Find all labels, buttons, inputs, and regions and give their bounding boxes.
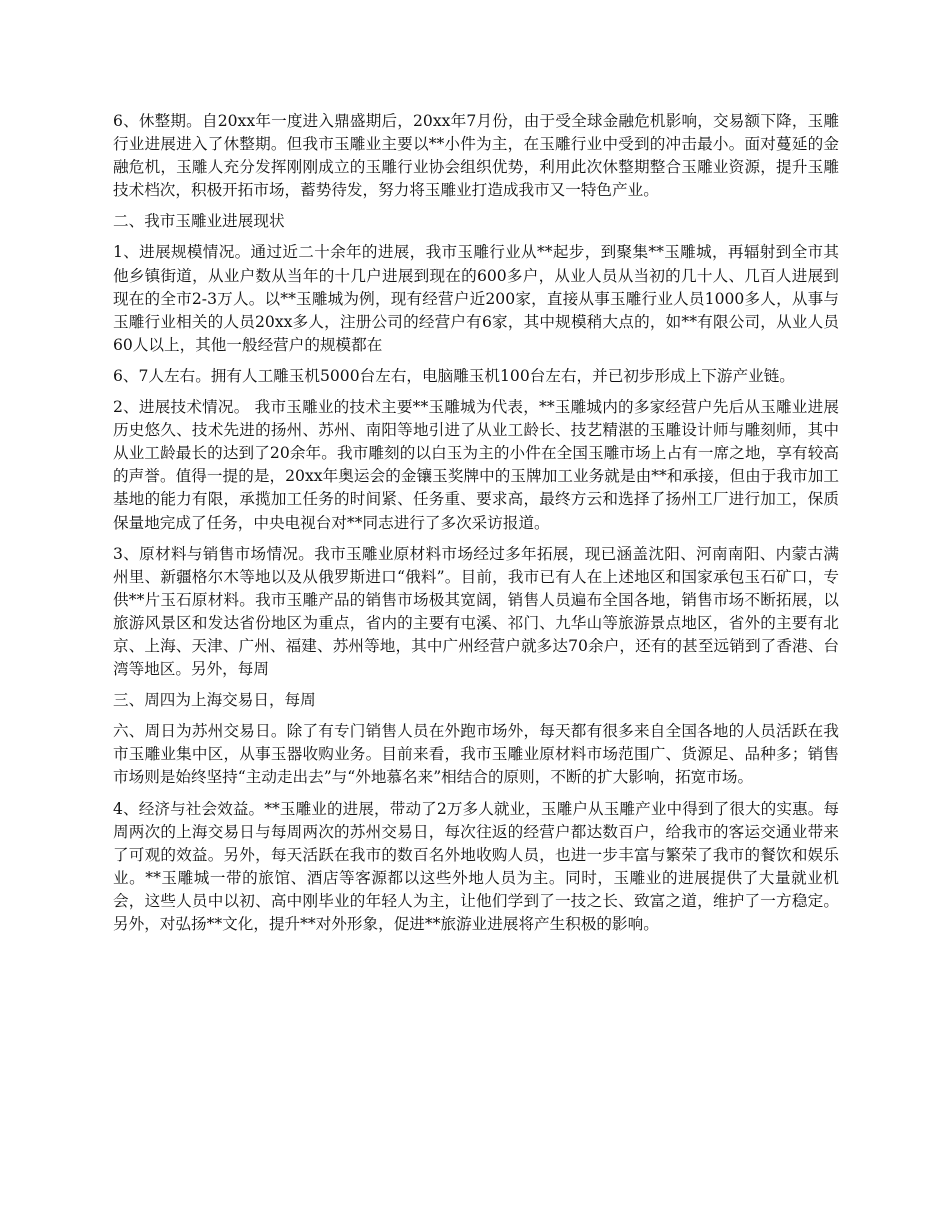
section-heading-status: 二、我市玉雕业进展现状 [113, 212, 285, 231]
document-body [113, 110, 839, 944]
paragraph-economic-benefits: 4、经济与社会效益。**玉雕业的进展，带动了2万多人就业，玉雕户从玉雕产业中得到了很大的实惠。每周两次的上海交易日与每周两次的苏州交易日，每次往返的经营户都达数百户，给我市的客运交通业带来了可观的效益。另外，每天活跃在我市的数百名外地收购人员，也进一步丰富与繁荣了我市的餐饮和娱乐业。**玉雕城一带的旅馆、酒店等客源都以这些外地人员为主。同时，玉雕业的进展提供了大量就业机会，这些人员中以初、高中刚毕业的年轻人为主，让他们学到了一技之长、致富之道，维护了一方稳定。另外，对弘扬**文化，提升**对外形象，促进**旅游业进展将产生积极的影响。 [113, 799, 839, 933]
paragraph-suzhou-trading-day: 六、周日为苏州交易日。除了有专门销售人员在外跑市场外，每天都有很多来自全国各地的人员活跃在我市玉雕业集中区，从事玉器收购业务。目前来看，我市玉雕业原材料市场范围广、货源足、品种多；销售市场则是始终坚持“主动走出去”与“外地慕名来”相结合的原则，不断的扩大影响，拓宽市场。 [113, 722, 839, 787]
paragraph-rest-period: 6、休整期。自20xx年一度进入鼎盛期后，20xx年7月份，由于受全球金融危机影响，交易额下降，玉雕行业进展进入了休整期。但我市玉雕业主要以**小件为主，在玉雕行业中受到的冲击最小。面对蔓延的金融危机，玉雕人充分发挥刚刚成立的玉雕行业协会组织优势，利用此次休整期整合玉雕业资源，提升玉雕技术档次，积极开拓市场，蓄势待发，努力将玉雕业打造成我市又一特色产业。 [113, 112, 839, 200]
paragraph-shanghai-trading-day: 三、周四为上海交易日，每周 [113, 691, 316, 710]
paragraph-scale-continued: 6、7人左右。拥有人工雕玉机5000台左右，电脑雕玉机100台左右，并已初步形成上下游产业链。 [113, 366, 795, 385]
paragraph-technology: 2、进展技术情况。 我市玉雕业的技术主要**玉雕城为代表，**玉雕城内的多家经营户先后从玉雕业进展历史悠久、技术先进的扬州、苏州、南阳等地引进了从业工龄长、技艺精湛的玉雕设计师与雕刻师，其中从业工龄最长的达到了20余年。我市雕刻的以白玉为主的小件在全国玉雕市场上占有一席之地，享有较高的声誉。值得一提的是，20xx年奥运会的金镶玉奖牌中的玉牌加工业务就是由**和承接，但由于我市加工基地的能力有限，承揽加工任务的时间紧、任务重、要求高，最终方云和选择了扬州工厂进行加工，保质保量地完成了任务，中央电视台对**同志进行了多次采访报道。 [113, 398, 839, 532]
paragraph-materials-market: 3、原材料与销售市场情况。我市玉雕业原材料市场经过多年拓展，现已涵盖沈阳、河南南阳、内蒙古满州里、新疆格尔木等地以及从俄罗斯进口“俄料”。目前，我市已有人在上述地区和国家承包玉石矿口，专供**片玉石原材料。我市玉雕产品的销售市场极其宽阔，销售人员遍布全国各地，销售市场不断拓展，以旅游风景区和发达省份地区为重点，省内的主要有屯溪、祁门、九华山等旅游景点地区，省外的主要有北京、上海、天津、广州、福建、苏州等地，其中广州经营户就多达70余户，还有的甚至远销到了香港、台湾等地区。另外，每周 [113, 544, 839, 679]
paragraph-scale: 1、进展规模情况。通过近二十余年的进展，我市玉雕行业从**起步，到聚集**玉雕城，再辐射到全市其他乡镇街道，从业户数从当年的十几户进展到现在的600多户，从业人员从当初的几十人、几百人进展到现在的全市2-3万人。以**玉雕城为例，现有经营户近200家，直接从事玉雕行业人员1000多人，从事与玉雕行业相关的人员20xx多人，注册公司的经营户有6家，其中规模稍大点的，如**有限公司，从业人员60人以上，其他一般经营户的规模都在 [113, 243, 839, 354]
